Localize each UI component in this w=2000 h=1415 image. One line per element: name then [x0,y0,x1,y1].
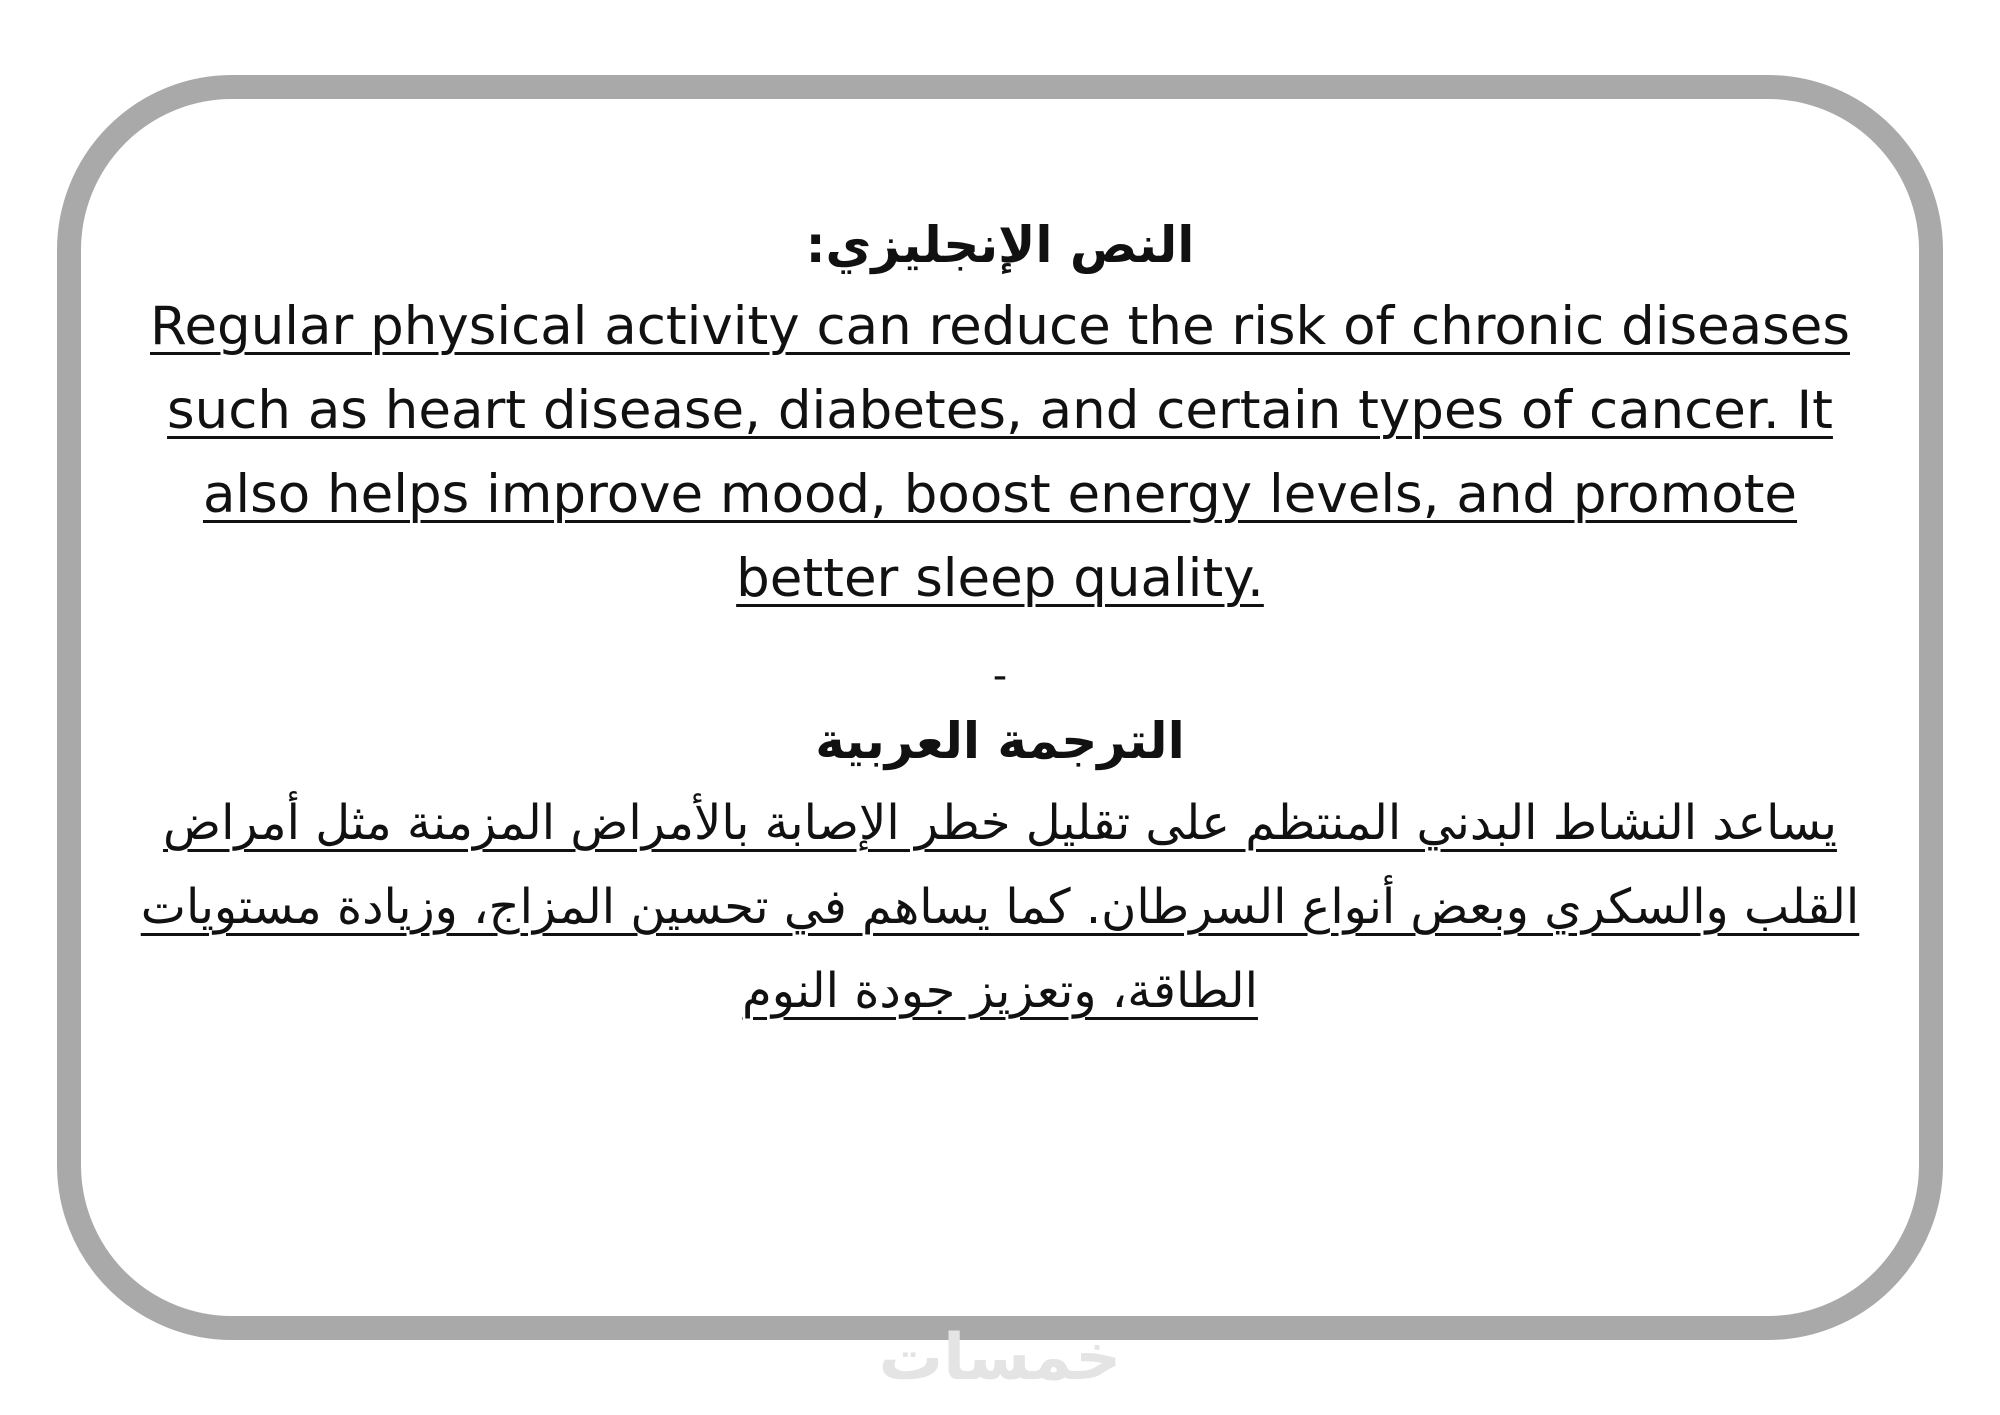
document-content [120,205,1880,1033]
arabic-paragraph: يساعد النشاط البدني المنتظم على تقليل خطر الإصابة بالأمراض المزمنة مثل أمراض القلب والسكري وبعض أنواع السرطان. كما يساهم في تحسين المزاج، وزيادة مستويات الطاقة، وتعزيز جودة النوم [140,795,1860,1019]
section-separator: - [992,653,1008,699]
arabic-translation-heading: الترجمة العربية [815,712,1185,770]
english-paragraph: Regular physical activity can reduce the risk of chronic diseases such as heart disease, diabetes, and certain types of cancer. It also helps improve mood, boost energy levels, and promote better sleep quality. [150,296,1850,609]
khamsat-watermark-logo: خمسات [878,1321,1122,1395]
english-text-heading: النص الإنجليزي: [805,216,1195,274]
